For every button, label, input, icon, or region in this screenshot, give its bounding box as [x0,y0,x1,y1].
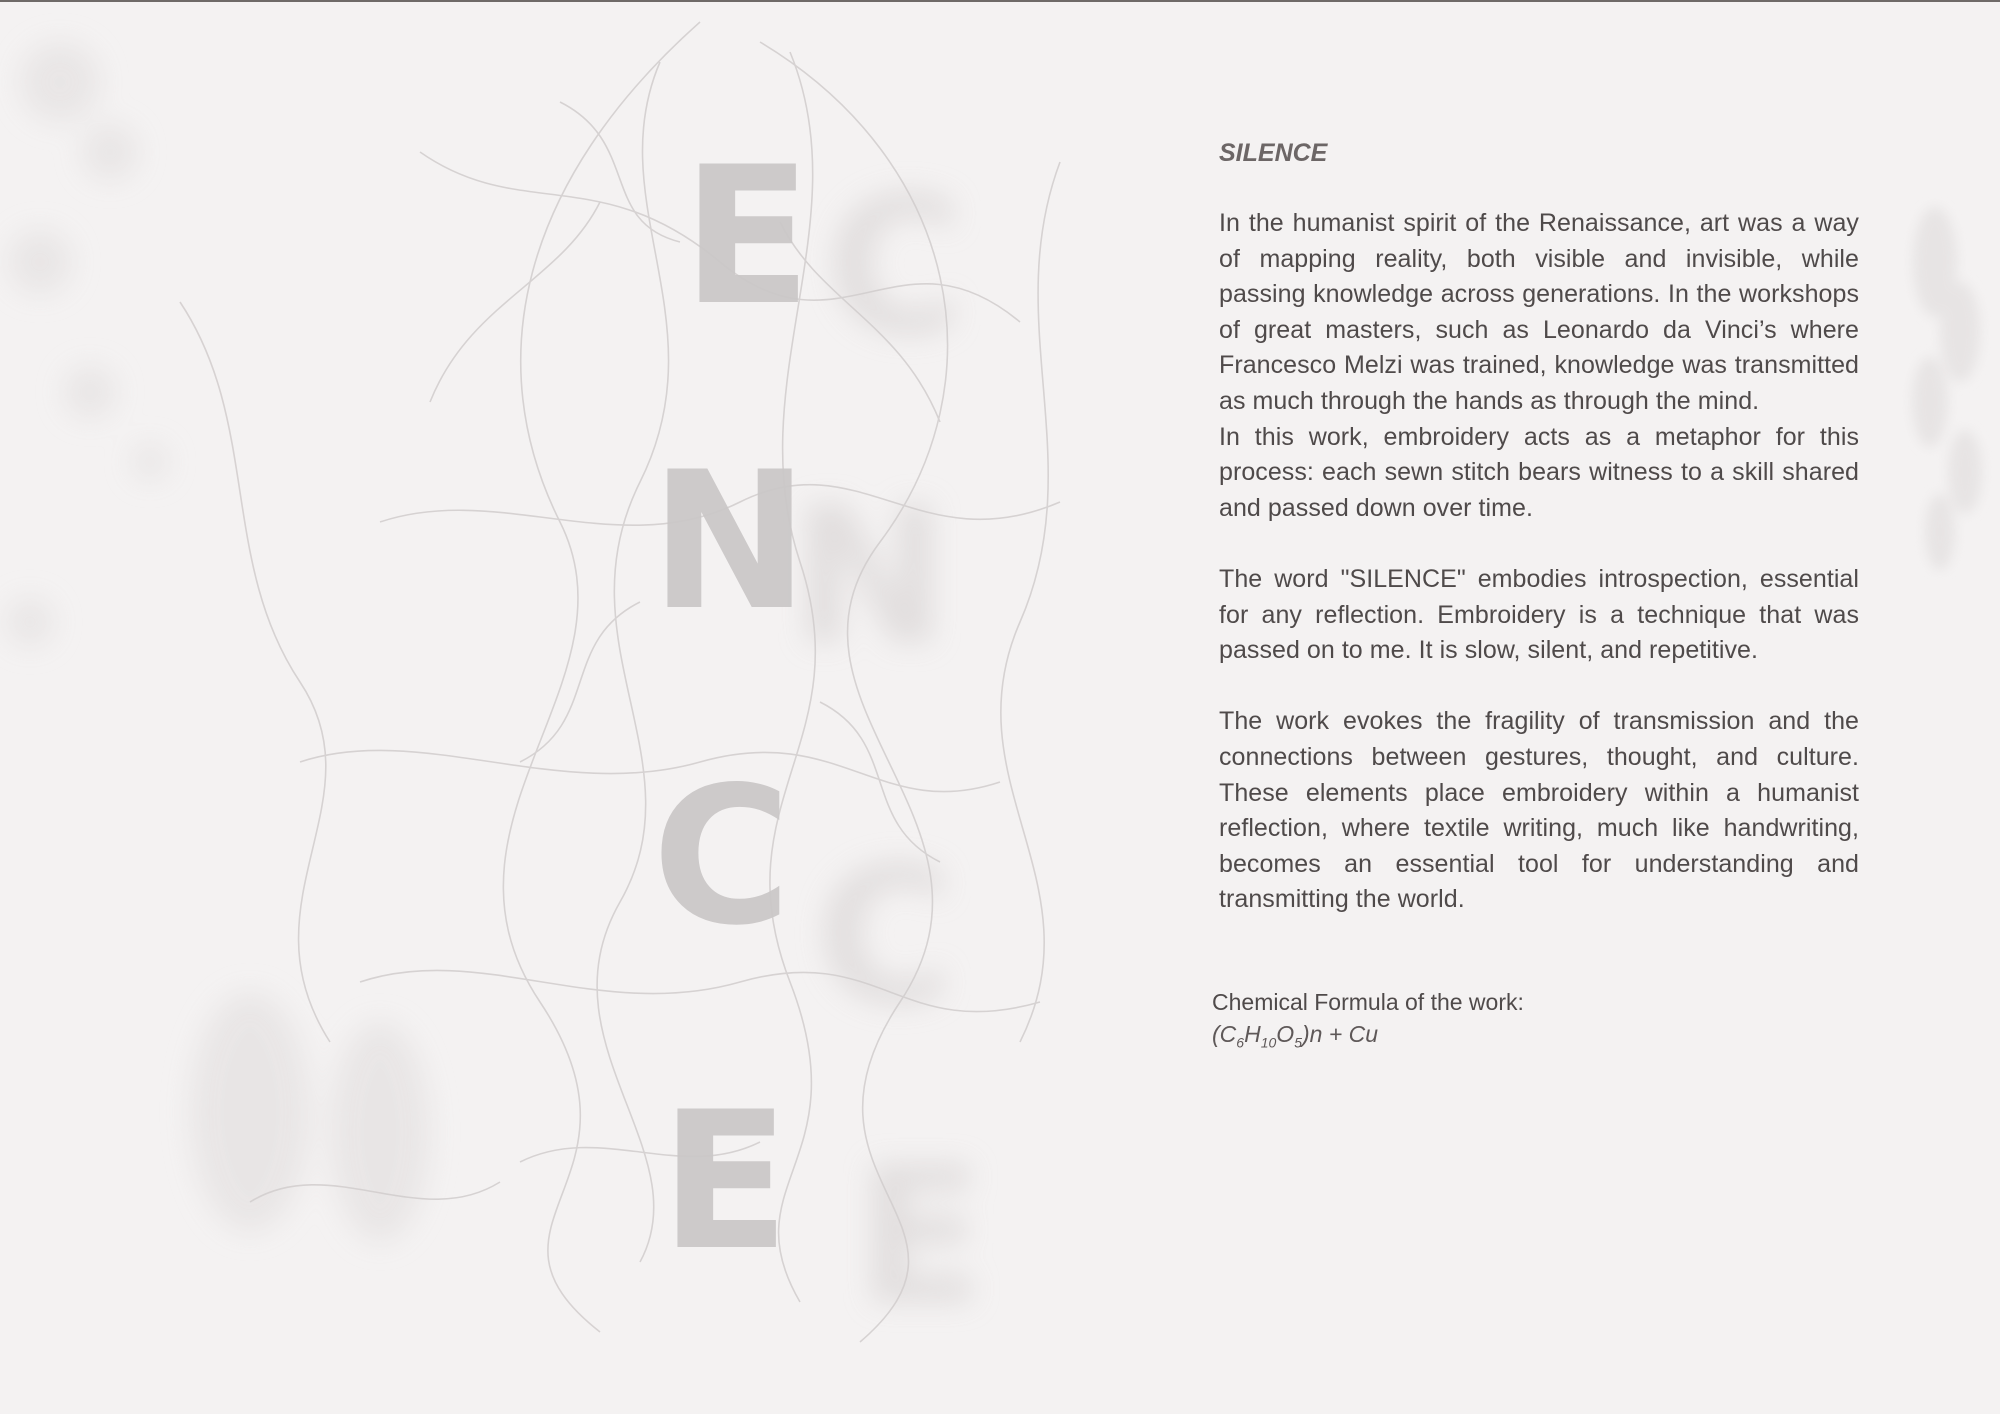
formula-oxygen: O [1276,1021,1295,1047]
shadow-letter: N [790,466,950,687]
formula-hydrogen-count: 10 [1260,1034,1277,1051]
artwork-title: SILENCE [1219,139,1328,167]
embroidered-letter: E [682,126,812,347]
formula-label: Chemical Formula of the work: [1212,989,1524,1015]
formula-hydrogen: H [1244,1021,1261,1047]
paragraph: In the humanist spirit of the Renaissance, art was a way of mapping reality, both visible and invisible, while passing knowledge across generations. In the workshops of great masters, such as Leonardo da Vinci’s where Francesco Melzi was trained, knowledge was transmitted as much through the hands as through the mind. [1219,209,1859,415]
paragraph: The word "SILENCE" embodies introspection, essential for any reflection. Embroidery is a technique that was passed on to me. It is slow, silent, and repetitive. [1219,564,1859,665]
formula-carbon-count: 6 [1236,1034,1245,1051]
shadow-letters [790,156,985,1347]
shadow-letter: C [825,156,965,377]
formula-carbon: C [1219,1021,1237,1047]
paragraph-gap [1219,526,1859,562]
formula-tail: )n + Cu [1301,1021,1379,1047]
formula-oxygen-count: 5 [1294,1034,1302,1051]
foliage-shadow-left [6,42,430,1242]
foliage-shadow-right [1912,207,1982,570]
chemical-formula [1212,1018,1524,1050]
paragraph-gap [1219,669,1859,705]
paragraph: In this work, embroidery acts as a metaphor for this process: each sewn stitch bears witness to a skill shared and passed down over time. [1219,422,1859,522]
shadow-letter: C [815,826,955,1047]
embroidered-letter: N [650,431,810,652]
formula-open: ( [1212,1021,1220,1047]
embroidered-letter: E [660,1071,790,1292]
embroidered-letters [650,126,812,1292]
text-column [1219,136,1859,918]
embroidered-letter: C [652,746,792,967]
paragraph: The work evokes the fragility of transmission and the connections between gestures, thought, and culture. These elements place embroidery within a humanist reflection, where textile writing, much like handwriting, becomes an essential tool for understanding and transmitting the world. [1219,707,1859,914]
formula-block [1212,986,1524,1050]
shadow-letter: E [855,1126,985,1347]
